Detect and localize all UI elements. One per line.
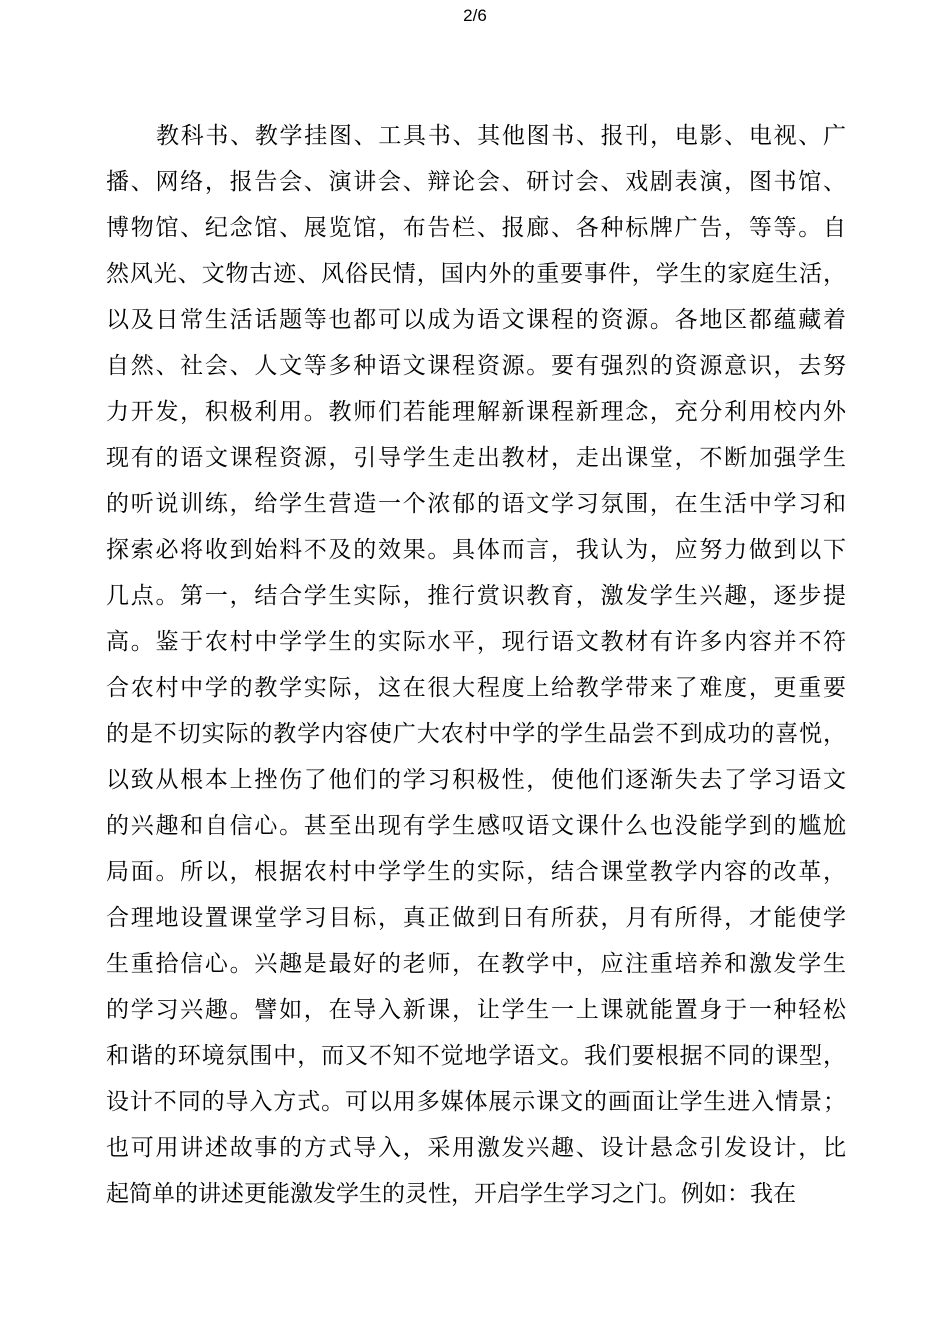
text-line: 的学习兴趣。譬如，在导入新课，让学生一上课就能置身于一种轻松 [106, 997, 846, 1023]
text-line: 设计不同的导入方式。可以用多媒体展示课文的画面让学生进入情景； [106, 1089, 846, 1115]
text-line: 的听说训练，给学生营造一个浓郁的语文学习氛围，在生活中学习和 [106, 491, 846, 517]
text-line: 也可用讲述故事的方式导入，采用激发兴趣、设计悬念引发设计，比 [106, 1135, 846, 1161]
text-line: 的是不切实际的教学内容使广大农村中学的学生品尝不到成功的喜悦， [106, 721, 846, 747]
text-line: 局面。所以，根据农村中学学生的实际，结合课堂教学内容的改革， [106, 859, 846, 885]
text-line: 合理地设置课堂学习目标，真正做到日有所获，月有所得，才能使学 [106, 905, 846, 931]
body-paragraph [106, 113, 846, 1217]
page-number: 2/6 [463, 6, 487, 25]
text-line: 以及日常生活话题等也都可以成为语文课程的资源。各地区都蕴藏着 [106, 307, 846, 333]
text-line: 几点。第一，结合学生实际，推行赏识教育，激发学生兴趣，逐步提 [106, 583, 846, 609]
text-line: 教科书、教学挂图、工具书、其他图书、报刊，电影、电视、广 [156, 123, 846, 149]
text-line: 的兴趣和自信心。甚至出现有学生感叹语文课什么也没能学到的尴尬 [106, 813, 846, 839]
text-line: 合农村中学的教学实际，这在很大程度上给教学带来了难度，更重要 [106, 675, 846, 701]
text-line: 现有的语文课程资源，引导学生走出教材，走出课堂，不断加强学生 [106, 445, 846, 471]
text-line: 和谐的环境氛围中，而又不知不觉地学语文。我们要根据不同的课型， [106, 1043, 846, 1069]
text-line: 起简单的讲述更能激发学生的灵性，开启学生学习之门。例如：我在 [106, 1181, 796, 1207]
text-line: 力开发，积极利用。教师们若能理解新课程新理念，充分利用校内外 [106, 399, 846, 425]
text-line: 然风光、文物古迹、风俗民情，国内外的重要事件，学生的家庭生活， [106, 261, 846, 287]
text-line: 以致从根本上挫伤了他们的学习积极性，使他们逐渐失去了学习语文 [106, 767, 846, 793]
text-line: 博物馆、纪念馆、展览馆，布告栏、报廊、各种标牌广告，等等。自 [106, 215, 846, 241]
text-line: 自然、社会、人文等多种语文课程资源。要有强烈的资源意识，去努 [106, 353, 846, 379]
text-line: 生重拾信心。兴趣是最好的老师，在教学中，应注重培养和激发学生 [106, 951, 846, 977]
text-line: 高。鉴于农村中学学生的实际水平，现行语文教材有许多内容并不符 [106, 629, 846, 655]
text-line: 播、网络，报告会、演讲会、辩论会、研讨会、戏剧表演，图书馆、 [106, 169, 846, 195]
text-line: 探索必将收到始料不及的效果。具体而言，我认为，应努力做到以下 [106, 537, 846, 563]
